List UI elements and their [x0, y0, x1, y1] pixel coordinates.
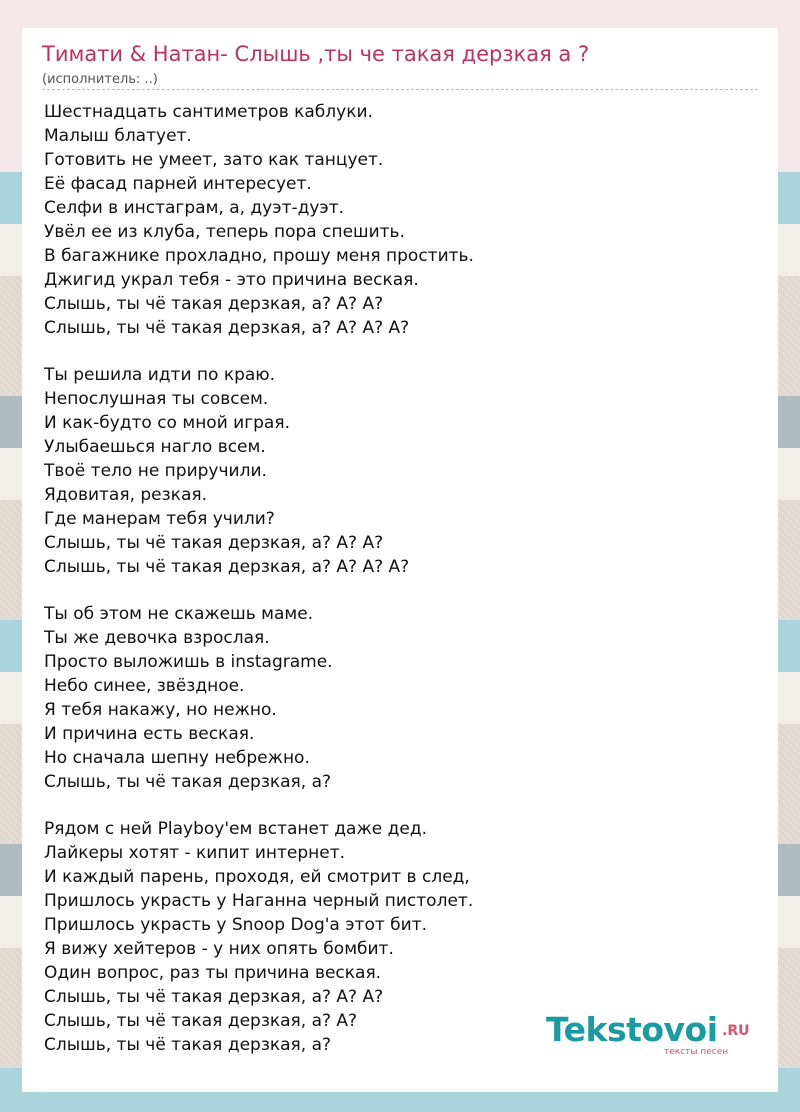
lyric-line: Малыш блатует.: [44, 126, 192, 146]
logo-domain-suffix: .RU: [722, 1023, 750, 1039]
lyric-line: Лайкеры хотят - кипит интернет.: [44, 843, 346, 863]
lyric-line: Слышь, ты чё такая дерзкая, а? А? А? А?: [44, 557, 410, 577]
artist-subtitle: (исполнитель: ..): [42, 72, 158, 87]
lyric-line: И каждый парень, проходя, ей смотрит в след,: [44, 867, 470, 887]
lyric-line: И причина есть веская.: [44, 724, 255, 744]
lyric-line: В багажнике прохладно, прошу меня простить.: [44, 246, 474, 266]
lyric-line: Пришлось украсть у Наганна черный пистолет.: [44, 891, 474, 911]
lyric-line: Шестнадцать сантиметров каблуки.: [44, 102, 373, 122]
lyric-line: Ядовитая, резкая.: [44, 485, 207, 505]
song-title: Тимати & Натан- Слышь ,ты че такая дерзкая а ?: [42, 42, 590, 66]
lyric-line: Слышь, ты чё такая дерзкая, а? А? А?: [44, 294, 384, 314]
lyric-line: Но сначала шепну небрежно.: [44, 748, 310, 768]
lyric-line: Увёл ее из клуба, теперь пора спешить.: [44, 222, 405, 242]
lyric-line: Слышь, ты чё такая дерзкая, а? А? А? А?: [44, 318, 410, 338]
title-divider: [42, 89, 758, 90]
logo-tagline: тексты песен: [664, 1047, 729, 1057]
lyric-line: Ты об этом не скажешь маме.: [44, 604, 314, 624]
lyric-line: Рядом с ней Playboy'ем встанет даже дед.: [44, 819, 427, 839]
lyric-line: Твоё тело не приручили.: [44, 461, 267, 481]
lyrics-card: [22, 28, 778, 1092]
lyric-line: Где манерам тебя учили?: [44, 509, 275, 529]
lyric-line: Ты же девочка взрослая.: [44, 628, 270, 648]
lyric-line: Ты решила идти по краю.: [44, 365, 276, 385]
lyric-line: Джигид украл тебя - это причина веская.: [44, 270, 419, 290]
lyric-line: Небо синее, звёздное.: [44, 676, 245, 696]
lyric-line: Просто выложишь в instagrame.: [44, 652, 333, 672]
lyric-line: И как-будто со мной играя.: [44, 413, 290, 433]
lyric-line: Улыбаешься нагло всем.: [44, 437, 266, 457]
lyric-line: Слышь, ты чё такая дерзкая, а? А? А?: [44, 533, 384, 553]
lyric-line: Один вопрос, раз ты причина веская.: [44, 963, 382, 983]
lyric-line: Слышь, ты чё такая дерзкая, а?: [44, 772, 332, 792]
lyric-line: Я тебя накажу, но нежно.: [44, 700, 277, 720]
lyrics-stanza: [44, 100, 764, 340]
lyric-line: Готовить не умеет, зато как танцует.: [44, 150, 384, 170]
lyrics-stanza: [44, 602, 764, 794]
lyric-line: Её фасад парней интересует.: [44, 174, 312, 194]
lyric-line: Я вижу хейтеров - у них опять бомбит.: [44, 939, 394, 959]
lyric-line: Слышь, ты чё такая дерзкая, а? А?: [44, 1011, 358, 1031]
lyric-line: Слышь, ты чё такая дерзкая, а?: [44, 1035, 332, 1055]
site-logo: [546, 1010, 756, 1060]
lyrics-stanza: [44, 363, 764, 579]
lyric-line: Пришлось украсть у Snoop Dog'а этот бит.: [44, 915, 428, 935]
logo-wordmark: Tekstovoi: [546, 1010, 718, 1049]
lyric-line: Непослушная ты совсем.: [44, 389, 269, 409]
lyric-line: Селфи в инстаграм, а, дуэт-дуэт.: [44, 198, 345, 218]
lyrics-body: [44, 100, 764, 1080]
lyric-line: Слышь, ты чё такая дерзкая, а? А? А?: [44, 987, 384, 1007]
